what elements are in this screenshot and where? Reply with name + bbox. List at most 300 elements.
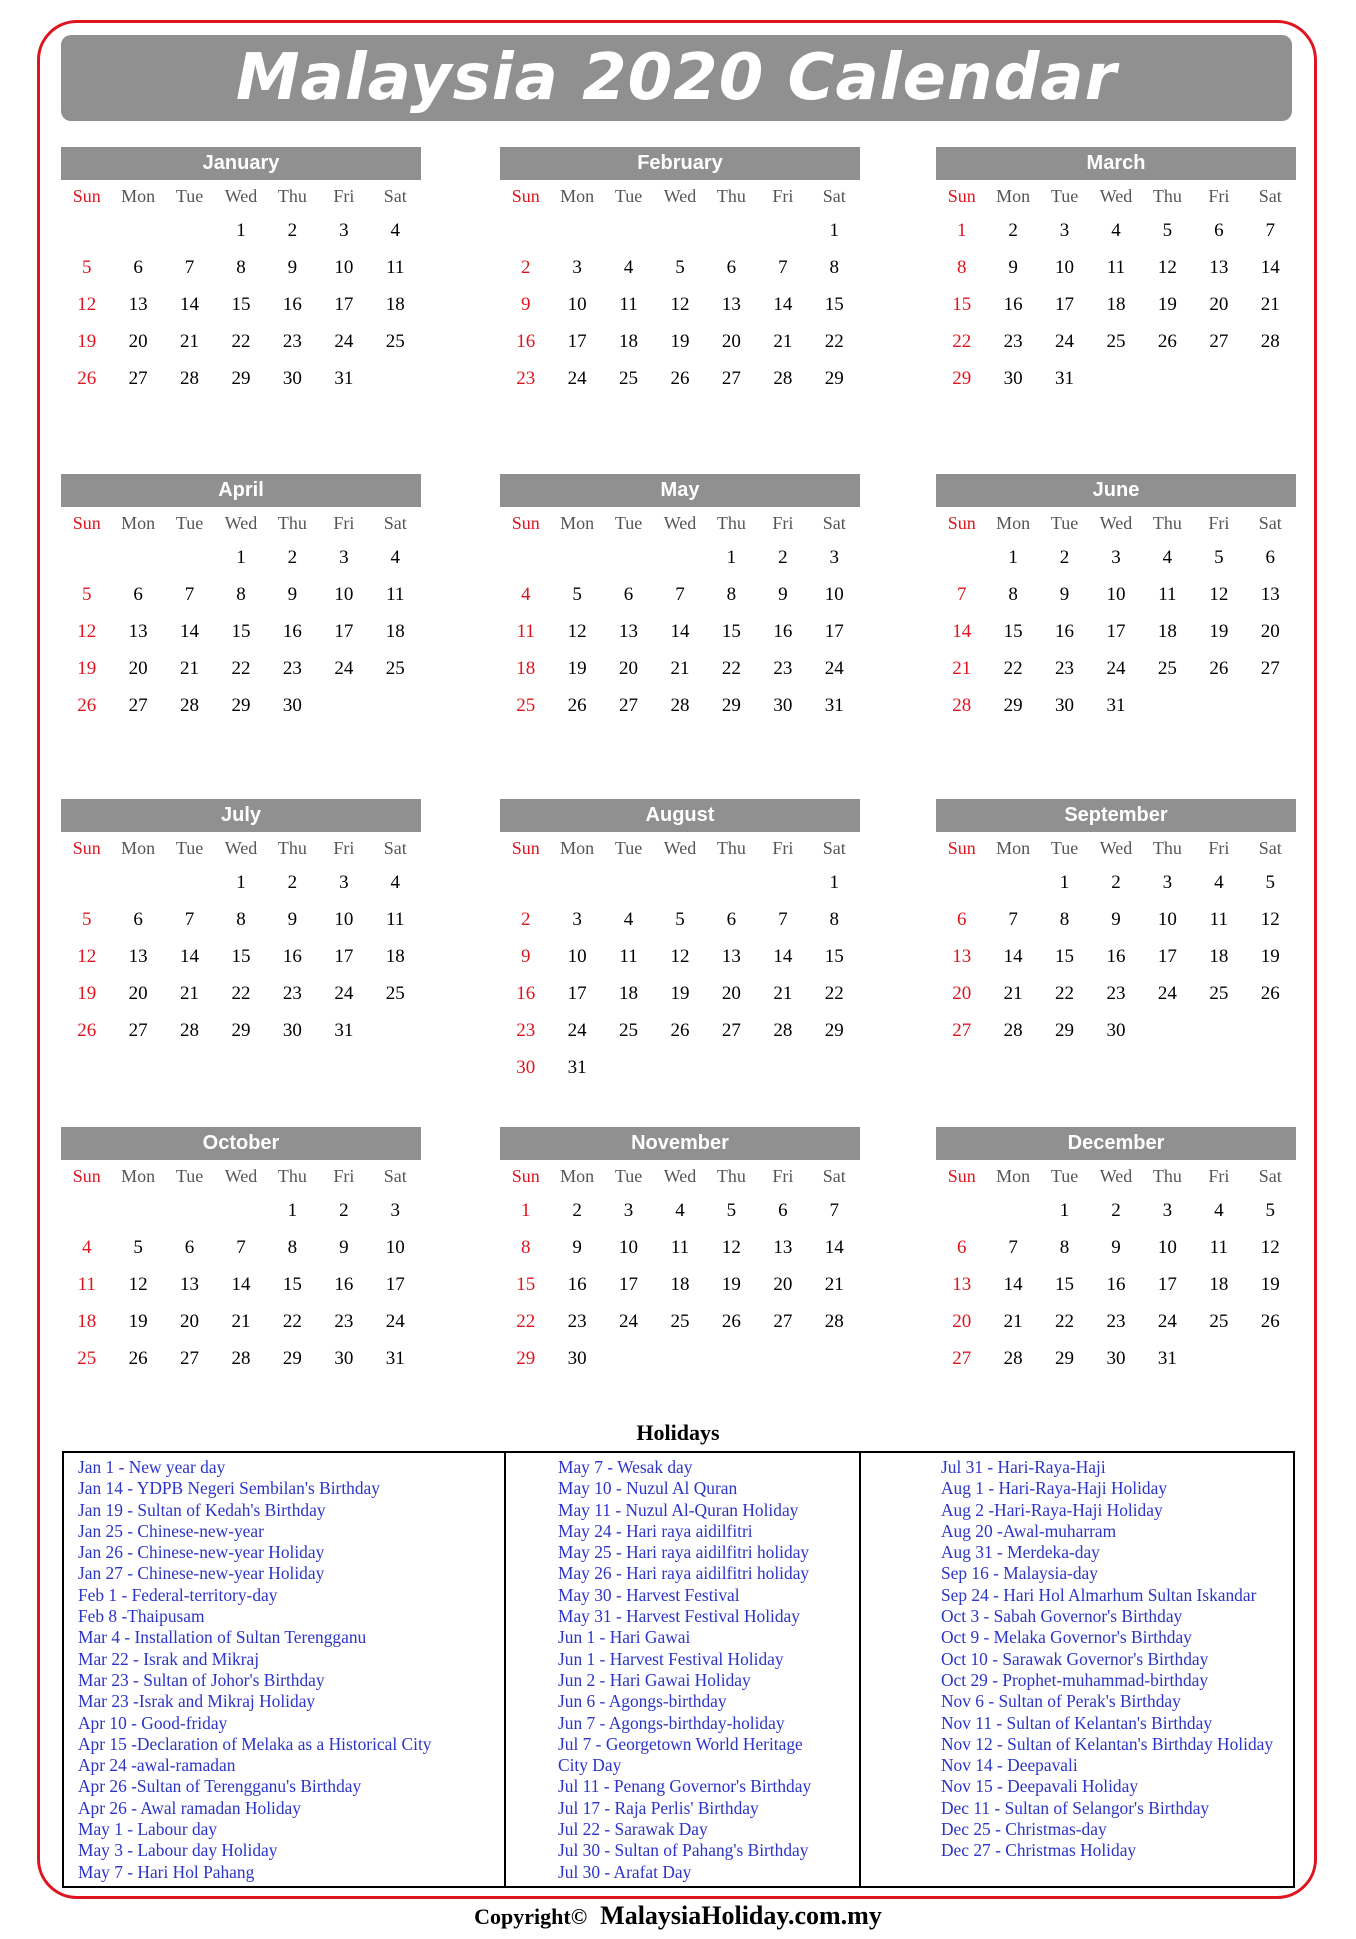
holiday-item: May 1 - Labour day [78,1819,218,1840]
day-cell: 11 [1209,908,1228,930]
holiday-item: Jul 30 - Arafat Day [558,1861,692,1882]
day-cell: 23 [282,982,302,1004]
day-cell: 25 [670,1310,690,1332]
weekday-label: Thu [1152,1165,1182,1186]
day-cell: 8 [829,256,839,278]
week-row [936,212,1296,249]
month-february [500,147,860,397]
day-cell: 6 [1265,546,1275,568]
day-cell: 16 [334,1273,354,1295]
day-cell: 26 [1260,982,1280,1004]
weekday-label: Sat [383,837,407,858]
day-cell: 3 [1059,219,1070,241]
day-cell: 2 [287,871,298,893]
holiday-item: Dec 25 - Christmas-day [941,1819,1107,1840]
holiday-item: Dec 27 - Christmas Holiday [941,1840,1137,1861]
day-cell: 20 [128,982,148,1004]
day-cell: 5 [1265,1199,1275,1221]
day-cell: 10 [567,945,587,967]
day-cell: 11 [516,620,535,642]
day-cell: 24 [1106,657,1126,679]
day-cell: 13 [128,620,148,642]
week-row [61,975,421,1012]
day-cell: 13 [128,293,148,315]
day-cell: 27 [619,694,639,716]
day-cell: 12 [721,1236,741,1258]
weekday-label: Wed [224,185,258,206]
day-cell: 8 [236,908,246,930]
week-row [500,1012,860,1049]
day-cell: 23 [1003,330,1023,352]
day-cell: 4 [675,1199,685,1221]
holiday-item: Mar 23 - Sultan of Johor's Birthday [78,1669,325,1690]
day-cell: 24 [334,330,354,352]
day-cell: 9 [287,256,298,278]
weekday-label: Sat [822,512,846,533]
day-cell: 21 [670,657,690,679]
day-cell: 16 [1003,293,1023,315]
day-cell: 24 [567,367,587,389]
day-cell: 9 [778,583,788,605]
day-cell: 31 [567,1056,587,1078]
holiday-item: Jul 17 - Raja Perlis' Birthday [558,1797,759,1818]
day-cell: 10 [1055,256,1075,278]
day-cell: 15 [231,620,251,642]
weekday-label: Mon [560,1165,595,1186]
day-cell: 2 [520,256,531,278]
day-cell: 16 [1055,620,1075,642]
day-cell: 22 [282,1310,302,1332]
week-row [936,1229,1296,1266]
day-cell: 1 [236,871,246,893]
day-cell: 8 [726,583,737,605]
day-cell: 26 [721,1310,741,1332]
day-cell: 1 [956,219,967,241]
day-cell: 2 [1111,1199,1121,1221]
week-row [936,1012,1296,1049]
day-cell: 15 [824,293,844,315]
holiday-item: Nov 15 - Deepavali Holiday [941,1776,1139,1797]
day-cell: 10 [567,293,587,315]
day-cell: 27 [128,367,148,389]
day-cell: 26 [1209,657,1229,679]
holiday-item: Nov 11 - Sultan of Kelantan's Birthday [941,1712,1213,1733]
weekday-label: Sat [1258,185,1282,206]
day-cell: 15 [516,1273,536,1295]
week-row [61,650,421,687]
weekday-label: Tue [1050,185,1079,206]
day-cell: 6 [133,908,143,930]
day-cell: 19 [721,1273,741,1295]
day-cell: 6 [778,1199,788,1221]
weekday-label: Sun [72,512,101,533]
day-cell: 13 [180,1273,200,1295]
day-cell: 2 [572,1199,582,1221]
weekday-label: Sun [511,837,540,858]
week-row [61,864,421,901]
weekday-label: Thu [716,837,746,858]
day-cell: 30 [1106,1347,1126,1369]
weekday-label: Thu [277,837,307,858]
day-cell: 9 [572,1236,582,1258]
day-cell: 5 [1162,219,1173,241]
day-cell: 20 [952,1310,972,1332]
day-cell: 24 [1157,982,1177,1004]
weekday-label: Wed [1099,1165,1133,1186]
day-cell: 14 [670,620,690,642]
day-cell: 11 [1158,583,1177,605]
day-cell: 11 [1209,1236,1228,1258]
weekday-label: Tue [614,512,643,533]
day-cell: 21 [773,330,793,352]
day-cell: 26 [77,367,97,389]
day-cell: 27 [1260,657,1280,679]
day-cell: 5 [572,583,582,605]
day-cell: 20 [619,657,639,679]
day-cell: 17 [567,330,587,352]
month-name: October [61,1127,421,1160]
weekday-label: Mon [121,185,156,206]
day-cell: 27 [128,1019,148,1041]
week-row [61,613,421,650]
day-cell: 9 [1008,256,1018,278]
day-cell: 7 [829,1199,839,1221]
weekday-label: Fri [333,837,355,858]
holiday-column [64,1453,504,1886]
day-cell: 17 [334,945,354,967]
day-cell: 4 [623,256,634,278]
day-cell: 2 [1008,219,1018,241]
day-cell: 17 [1157,1273,1177,1295]
day-cell: 5 [133,1236,143,1258]
week-row [61,1012,421,1049]
day-cell: 18 [619,330,639,352]
month-december [936,1127,1296,1377]
day-cell: 11 [619,293,638,315]
day-cell: 25 [385,657,405,679]
day-cell: 16 [282,293,302,315]
weekday-label: Sat [822,837,846,858]
day-cell: 25 [1209,1310,1229,1332]
day-cell: 11 [77,1273,96,1295]
day-cell: 24 [334,657,354,679]
holiday-item: Jul 7 - Georgetown World Heritage [558,1733,803,1754]
day-cell: 18 [77,1310,97,1332]
day-cell: 12 [567,620,587,642]
day-cell: 19 [77,330,97,352]
weekday-label: Sat [1258,837,1282,858]
day-cell: 4 [1214,871,1224,893]
day-cell: 9 [287,583,298,605]
day-cell: 18 [1209,1273,1229,1295]
weekday-label: Fri [1208,185,1230,206]
weekday-label: Tue [614,1165,643,1186]
day-cell: 22 [952,330,972,352]
day-cell: 30 [282,367,302,389]
day-cell: 5 [81,583,92,605]
day-cell: 8 [287,1236,298,1258]
day-cell: 22 [231,657,251,679]
week-row [936,1340,1296,1377]
day-cell: 12 [1157,256,1177,278]
week-row [500,249,860,286]
day-cell: 19 [77,982,97,1004]
day-cell: 13 [1209,256,1229,278]
day-cell: 23 [334,1310,354,1332]
day-cell: 9 [339,1236,349,1258]
day-cell: 3 [1162,871,1173,893]
day-cell: 27 [952,1347,972,1369]
day-cell: 1 [287,1199,298,1221]
day-cell: 27 [721,1019,741,1041]
week-row [500,864,860,901]
weekday-header [936,832,1296,864]
day-cell: 2 [339,1199,349,1221]
weekday-label: Sat [383,1165,407,1186]
weekday-label: Mon [560,837,595,858]
day-cell: 11 [619,945,638,967]
weekday-label: Sun [511,1165,540,1186]
day-cell: 10 [334,583,354,605]
weekday-label: Mon [121,512,156,533]
week-row [936,286,1296,323]
day-cell: 20 [180,1310,200,1332]
day-cell: 15 [231,945,251,967]
day-cell: 30 [1003,367,1023,389]
day-cell: 13 [773,1236,793,1258]
day-cell: 4 [1162,546,1173,568]
weekday-header [500,832,860,864]
day-cell: 25 [619,1019,639,1041]
day-cell: 10 [824,583,844,605]
week-row [61,249,421,286]
week-row [500,1049,860,1086]
day-cell: 11 [1106,256,1126,278]
holiday-item: Jan 1 - New year day [78,1457,226,1477]
day-cell: 2 [778,546,788,568]
day-cell: 15 [1055,1273,1075,1295]
day-cell: 24 [1157,1310,1177,1332]
weekday-label: Thu [716,512,746,533]
day-cell: 23 [516,367,536,389]
day-cell: 16 [567,1273,587,1295]
day-cell: 10 [334,256,354,278]
holiday-item: May 26 - Hari raya aidilfitri holiday [558,1563,810,1584]
day-cell: 27 [128,694,148,716]
day-cell: 10 [385,1236,405,1258]
day-cell: 7 [956,583,967,605]
day-cell: 24 [334,982,354,1004]
day-cell: 18 [1106,293,1126,315]
day-cell: 21 [1003,982,1023,1004]
day-cell: 8 [829,908,839,930]
day-cell: 17 [385,1273,405,1295]
week-row [936,938,1296,975]
month-name: May [500,474,860,507]
day-cell: 29 [721,694,741,716]
week-row [500,613,860,650]
day-cell: 17 [1055,293,1075,315]
week-row [500,1340,860,1377]
week-row [500,1192,860,1229]
day-cell: 13 [1260,583,1280,605]
holiday-item: Jun 2 - Hari Gawai Holiday [558,1669,751,1690]
weekday-label: Sat [822,1165,846,1186]
holiday-item: Mar 23 -Israk and Mikraj Holiday [78,1691,316,1712]
day-cell: 18 [1209,945,1229,967]
weekday-label: Wed [1099,185,1133,206]
day-cell: 3 [1111,546,1121,568]
weekday-label: Wed [663,512,697,533]
day-cell: 1 [236,219,246,241]
week-row [500,323,860,360]
day-cell: 15 [824,945,844,967]
day-cell: 29 [231,367,251,389]
holiday-item: Apr 15 -Declaration of Melaka as a Historical City [78,1733,432,1754]
day-cell: 10 [1157,908,1177,930]
holiday-column [859,1453,1293,1886]
day-cell: 16 [773,620,793,642]
day-cell: 26 [670,1019,690,1041]
day-cell: 2 [1111,871,1121,893]
day-cell: 8 [520,1236,531,1258]
weekday-label: Wed [224,1165,258,1186]
day-cell: 15 [282,1273,302,1295]
day-cell: 24 [1055,330,1075,352]
day-cell: 3 [339,546,349,568]
holiday-item: Sep 16 - Malaysia-day [941,1563,1098,1584]
day-cell: 1 [1059,871,1070,893]
holiday-item: May 7 - Hari Hol Pahang [78,1861,255,1882]
week-row [500,938,860,975]
weekday-label: Thu [277,185,307,206]
day-cell: 13 [721,945,741,967]
day-cell: 20 [721,982,741,1004]
day-cell: 11 [670,1236,690,1258]
holiday-item: Jan 25 - Chinese-new-year [78,1520,264,1541]
day-cell: 24 [619,1310,639,1332]
holiday-item: Apr 26 -Sultan of Terengganu's Birthday [78,1776,362,1797]
day-cell: 29 [824,1019,844,1041]
day-cell: 31 [1106,694,1126,716]
day-cell: 31 [334,367,354,389]
day-cell: 10 [1157,1236,1177,1258]
day-cell: 23 [1106,982,1126,1004]
weekday-header [500,507,860,539]
holiday-item: Mar 22 - Israk and Mikraj [78,1648,260,1669]
holiday-item: Oct 9 - Melaka Governor's Birthday [941,1627,1192,1648]
week-row [500,1229,860,1266]
day-cell: 12 [670,293,690,315]
day-cell: 29 [1055,1019,1075,1041]
day-cell: 23 [567,1310,587,1332]
weekday-label: Tue [175,1165,204,1186]
weekday-label: Fri [1208,512,1230,533]
day-cell: 4 [390,871,400,893]
day-cell: 8 [236,583,246,605]
day-cell: 31 [1055,367,1075,389]
month-january [61,147,421,397]
day-cell: 28 [952,694,972,716]
day-cell: 14 [773,293,793,315]
weekday-label: Fri [1208,837,1230,858]
holiday-item: Jan 26 - Chinese-new-year Holiday [78,1542,325,1563]
weekday-label: Mon [560,185,595,206]
day-cell: 28 [1003,1019,1023,1041]
day-cell: 20 [1260,620,1280,642]
day-cell: 15 [231,293,251,315]
day-cell: 20 [128,330,148,352]
weekday-header [500,1160,860,1192]
day-cell: 18 [619,982,639,1004]
day-cell: 19 [670,330,690,352]
day-cell: 21 [1260,293,1280,315]
week-row [936,539,1296,576]
day-cell: 15 [721,620,741,642]
day-cell: 1 [520,1199,531,1221]
holiday-item: Oct 10 - Sarawak Governor's Birthday [941,1648,1209,1669]
day-cell: 17 [1157,945,1177,967]
day-cell: 9 [1111,1236,1121,1258]
day-cell: 29 [231,694,251,716]
day-cell: 14 [824,1236,844,1258]
month-name: July [61,799,421,832]
month-october [61,1127,421,1377]
day-cell: 13 [952,945,972,967]
month-name: March [936,147,1296,180]
week-row [936,323,1296,360]
copyright-label: Copyright© [474,1904,588,1929]
day-cell: 14 [1260,256,1280,278]
day-cell: 9 [1059,583,1070,605]
day-cell: 23 [1055,657,1075,679]
week-row [936,650,1296,687]
site-name: MalaysiaHoliday.com.my [600,1901,882,1930]
weekday-header [61,832,421,864]
week-row [61,323,421,360]
day-cell: 12 [77,293,97,315]
weekday-label: Sun [947,185,976,206]
weekday-label: Wed [1099,837,1133,858]
day-cell: 16 [516,982,536,1004]
weekday-label: Wed [1099,512,1133,533]
weekday-label: Wed [224,837,258,858]
day-cell: 29 [1055,1347,1075,1369]
weekday-label: Thu [277,512,307,533]
day-cell: 8 [1008,583,1018,605]
day-cell: 17 [334,620,354,642]
week-row [936,1192,1296,1229]
weekday-label: Sat [1258,512,1282,533]
weekday-label: Tue [614,837,643,858]
day-cell: 7 [236,1236,246,1258]
day-cell: 30 [1055,694,1075,716]
month-september [936,799,1296,1049]
day-cell: 16 [516,330,536,352]
day-cell: 7 [1008,908,1018,930]
day-cell: 27 [180,1347,200,1369]
day-cell: 10 [619,1236,639,1258]
day-cell: 27 [773,1310,793,1332]
weekday-header [61,180,421,212]
day-cell: 14 [773,945,793,967]
week-row [61,938,421,975]
day-cell: 25 [385,330,405,352]
holiday-item: Nov 12 - Sultan of Kelantan's Birthday Holiday [941,1733,1274,1754]
weekday-label: Wed [224,512,258,533]
day-cell: 28 [180,694,200,716]
day-cell: 28 [670,694,690,716]
